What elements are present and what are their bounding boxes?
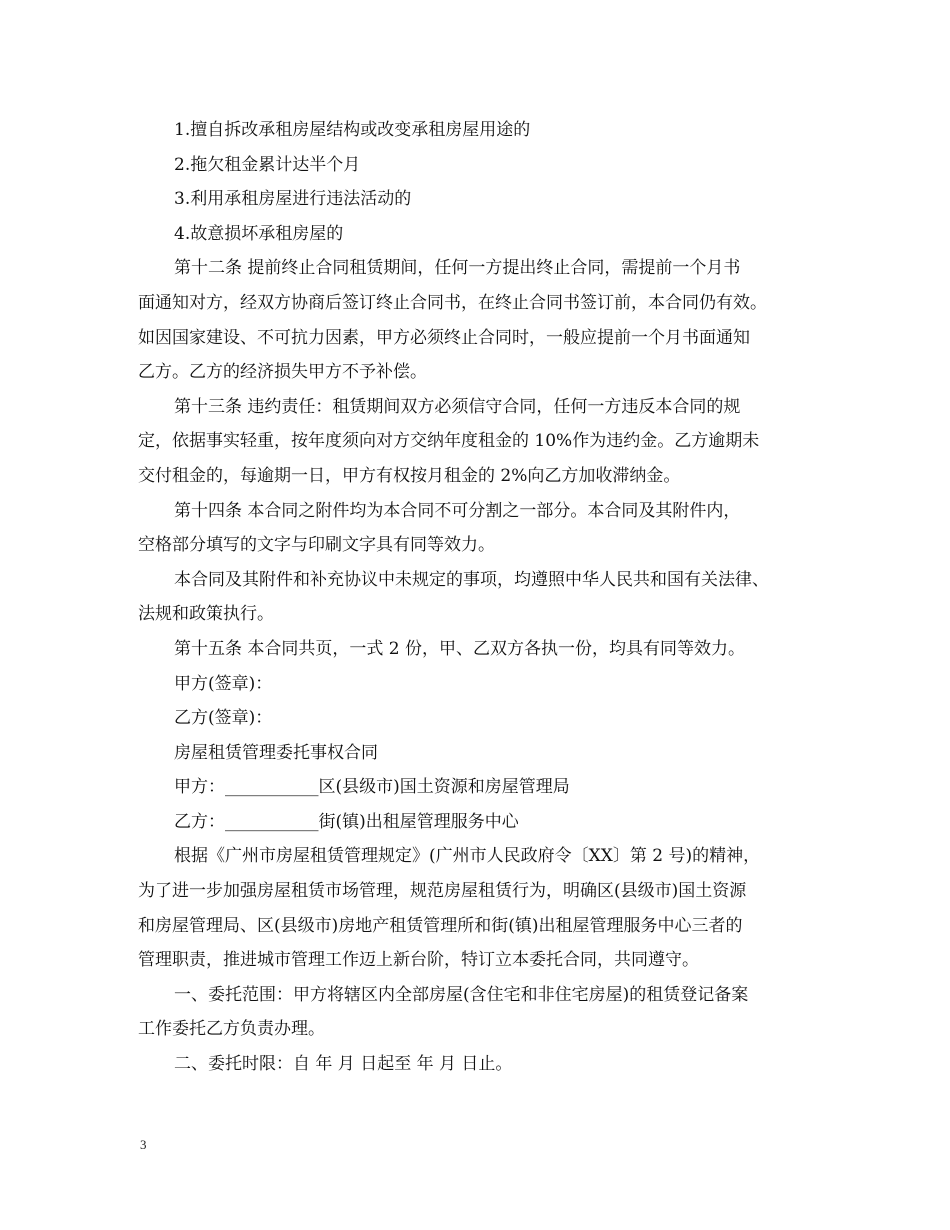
text-line: 甲方：___________区(县级市)国土资源和房屋管理局: [174, 777, 570, 798]
text-line: 3.利用承租房屋进行违法活动的: [174, 189, 412, 210]
text-line: 第十四条 本合同之附件均为本合同不可分割之一部分。本合同及其附件内，: [174, 500, 741, 521]
text-line: 定，依据事实轻重，按年度须向对方交纳年度租金的 10%作为违约金。乙方逾期未: [138, 431, 760, 452]
text-line: 本合同及其附件和补充协议中未规定的事项，均遵照中华人民共和国有关法律、: [174, 569, 769, 590]
text-line: 乙方：___________街(镇)出租屋管理服务中心: [174, 811, 519, 832]
text-line: 面通知对方，经双方协商后签订终止合同书，在终止合同书签订前，本合同仍有效。: [138, 292, 767, 313]
text-line: 管理职责，推进城市管理工作迈上新台阶，特订立本委托合同，共同遵守。: [138, 950, 699, 971]
text-line: 法规和政策执行。: [138, 604, 274, 625]
text-line: 第十五条 本合同共页，一式 2 份，甲、乙双方各执一份，均具有同等效力。: [174, 638, 746, 659]
text-line: 乙方(签章)：: [174, 708, 273, 729]
text-line: 为了进一步加强房屋租赁市场管理，规范房屋租赁行为，明确区(县级市)国土资源: [138, 881, 747, 902]
text-line: 根据《广州市房屋租赁管理规定》(广州市人民政府令〔XX〕第 2 号)的精神，: [174, 846, 761, 867]
text-line: 空格部分填写的文字与印刷文字具有同等效力。: [138, 535, 495, 556]
text-line: 一、委托范围：甲方将辖区内全部房屋(含住宅和非住宅房屋)的租赁登记备案: [174, 984, 749, 1005]
text-line: 二、委托时限：自 年 月 日起至 年 月 日止。: [174, 1054, 513, 1075]
text-line: 房屋租赁管理委托事权合同: [174, 742, 378, 763]
text-line: 和房屋管理局、区(县级市)房地产租赁管理所和街(镇)出租屋管理服务中心三者的: [138, 915, 743, 936]
text-line: 1.擅自拆改承租房屋结构或改变承租房屋用途的: [174, 120, 531, 140]
text-line: 工作委托乙方负责办理。: [138, 1019, 325, 1040]
text-line: 乙方。乙方的经济损失甲方不予补偿。: [138, 362, 427, 383]
text-line: 如因国家建设、不可抗力因素，甲方必须终止合同时，一般应提前一个月书面通知: [138, 327, 750, 348]
document-body: [138, 113, 828, 1082]
page-number: 3: [140, 1137, 147, 1152]
text-line: 第十三条 违约责任：租赁期间双方必须信守合同，任何一方违反本合同的规: [174, 396, 741, 417]
text-line: 4.故意损坏承租房屋的: [174, 223, 344, 244]
text-line: 2.拖欠租金累计达半个月: [174, 154, 361, 175]
text-line: 甲方(签章)：: [174, 673, 273, 694]
text-line: 第十二条 提前终止合同租赁期间，任何一方提出终止合同，需提前一个月书: [174, 258, 741, 279]
text-line: 交付租金的，每逾期一日，甲方有权按月租金的 2%向乙方加收滞纳金。: [138, 465, 681, 486]
